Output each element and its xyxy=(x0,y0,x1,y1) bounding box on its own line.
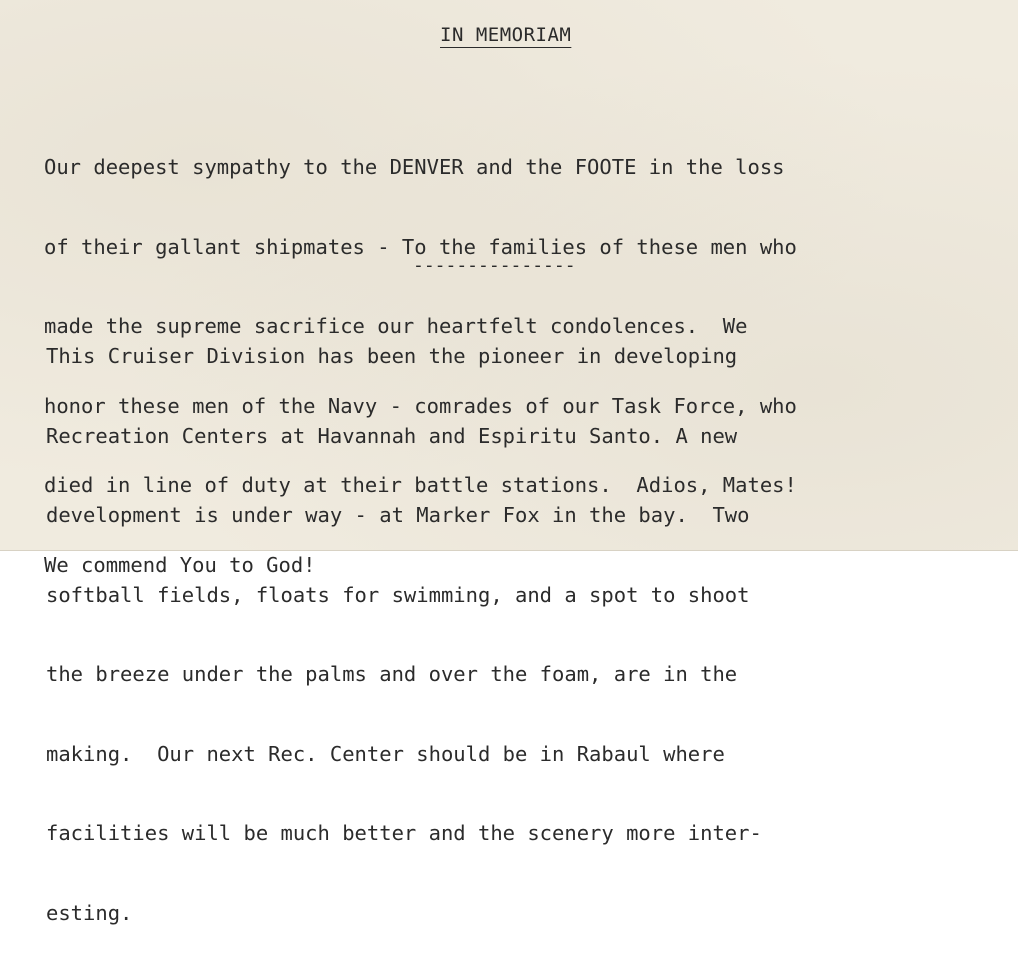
text-line: the breeze under the palms and over the foam, are in the xyxy=(46,662,738,686)
text-line: made the supreme sacrifice our heartfelt condolences. We xyxy=(44,314,748,338)
text-line: facilities will be much better and the scenery more inter- xyxy=(46,821,762,845)
text-line: We commend You to God! xyxy=(44,552,316,577)
text-line: development is under way - at Marker Fox in the bay. Two xyxy=(46,503,750,527)
text-line: Our deepest sympathy to the DENVER and the FOOTE in the loss xyxy=(44,155,785,179)
text-line: esting. xyxy=(46,900,133,925)
text-line: of their gallant shipmates - To the families of these men who xyxy=(44,234,797,259)
recreation-paragraph xyxy=(46,290,986,979)
text-line: died in line of duty at their battle stations. Adios, Mates! xyxy=(44,473,797,497)
text-line: honor these men of the Navy - comrades of our Task Force, who xyxy=(44,393,797,418)
text-line: making. Our next Rec. Center should be in Rabaul where xyxy=(46,741,725,766)
document-title: IN MEMORIAM xyxy=(440,24,572,46)
text-line: softball fields, floats for swimming, and a spot to shoot xyxy=(46,582,750,607)
section-divider: --------------- xyxy=(413,255,576,276)
text-line: Recreation Centers at Havannah and Espiritu Santo. A new xyxy=(46,423,738,448)
text-line: This Cruiser Division has been the pioneer in developing xyxy=(46,344,738,368)
